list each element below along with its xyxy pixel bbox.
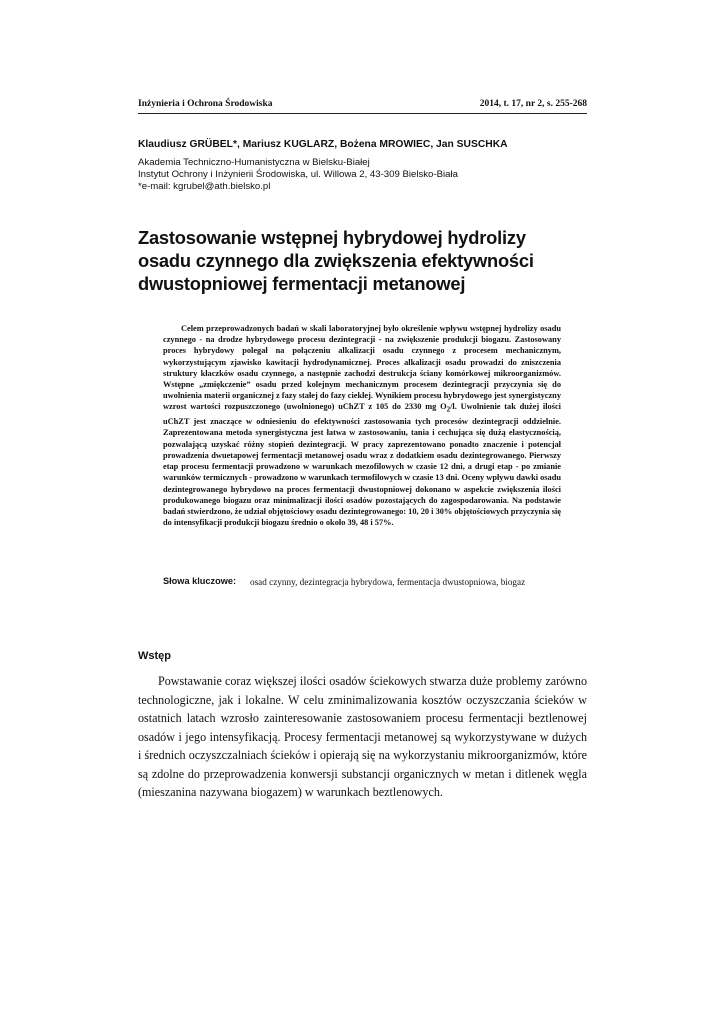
- contact-email: *e-mail: kgrubel@ath.bielsko.pl: [138, 181, 271, 192]
- abstract-text-2: /l. Uwolnienie tak dużej ilości uChZT jest znaczące w odniesieniu do efektywności zastosowania tych procesów dezintegracji oddzielnie. Zaprezentowana metoda synergistyczna jest łatwa w zastosowaniu, tania i cechująca się dużą elastycznością, pozwalającą uzyskać różny stopień dezintegracji. W pracy zaprezentowano ponadto znaczenie i potencjał prowadzenia dwuetapowej fermentacji metanowej osadu wraz z dodatkiem osadu dezintegrowanego. Pierwszy etap procesu fermentacji prowadzono w warunkach mezofilowych w czasie 12 dni, a drugi etap - po zmianie warunków termicznych - prowadzono w warunkach termofilowych w czasie 13 dni. Oceny wpływu dawki osadu dezintegrowanego hybrydowo na proces fermentacji dwustopniowej dokonano w aspekcie zwiększenia ilości produkowanego biogazu oraz minimalizacji ilości osadów pozostających do zagospodarowania. Na podstawie badań stwierdzono, że udział objętościowy osadu dezintegrowanego: 10, 20 i 30% objętościowych przyczynia się do intensyfikacji produkcji biogazu średnio o około 39, 48 i 57%.: [163, 402, 561, 528]
- header-rule: [138, 113, 587, 114]
- section-heading: Wstęp: [138, 650, 171, 662]
- title-line-3: dwustopniowej fermentacji metanowej: [138, 273, 466, 294]
- introduction-paragraph: Powstawanie coraz większej ilości osadów ściekowych stwarza duże problemy zarówno technologiczne, jak i lokalne. W celu zminimalizowania kosztów oczyszczania ścieków w ostatnich latach wzrosło zainteresowanie zastosowaniem procesu fermentacji beztlenowej osadów i jego intensyfikacją. Procesy fermentacji metanowej są wykorzystywane w dużych i średnich oczyszczalniach ścieków i opierają się na wykorzystaniu mikroorganizmów, które są zdolne do przeprowadzenia konwersji substancji organicznych w metan i ditlenek węgla (mieszanina nazywana biogazem) w warunkach beztlenowych.: [138, 674, 587, 799]
- affiliation-university: Akademia Techniczno-Humanistyczna w Bielsku-Białej: [138, 157, 370, 168]
- affiliation-institute: Instytut Ochrony i Inżynierii Środowiska, ul. Willowa 2, 43-309 Bielsko-Biała: [138, 169, 458, 180]
- paper-title: [138, 226, 587, 295]
- abstract-text-1: Celem przeprowadzonych badań w skali laboratoryjnej było określenie wpływu wstępnej hydrolizy osadu czynnego - na drodze hybrydowego procesu dezintegracji - na zwiększenie produkcji biogazu. Zastosowany proces hybrydowy polegał na połączeniu alkalizacji osadu czynnego z procesem mechanicznym, wykorzystującym zjawisko kawitacji hydrodynamicznej. Proces alkalizacji osadu prowadzi do zniszczenia struktury kłaczków osadu czynnego, a następnie zachodzi destrukcja ściany komórkowej mikroorganizmów. Wstępne „zmiękczenie” osadu przed kolejnym mechanicznym procesem dezintegracji przyczynia się do uwolnienia materii organicznej z fazy stałej do fazy ciekłej. Wynikiem procesu hybrydowego jest synergistyczny wzrost wartości rozpuszczonego (uwolnionego) uChZT z 105 do 2330 mg O: [163, 324, 561, 412]
- keywords-label: Słowa kluczowe:: [163, 576, 237, 586]
- keywords-text: osad czynny, dezintegracja hybrydowa, fermentacja dwustopniowa, biogaz: [250, 577, 526, 587]
- abstract: [163, 323, 561, 528]
- journal-name: Inżynieria i Ochrona Środowiska: [138, 99, 273, 109]
- running-head: [138, 99, 587, 113]
- title-line-2: osadu czynnego dla zwiększenia efektywności: [138, 250, 534, 271]
- author-list: Klaudiusz GRÜBEL*, Mariusz KUGLARZ, Bożena MROWIEC, Jan SUSCHKA: [138, 139, 508, 150]
- title-line-1: Zastosowanie wstępnej hybrydowej hydrolizy: [138, 227, 526, 248]
- journal-citation: 2014, t. 17, nr 2, s. 255-268: [479, 99, 587, 109]
- abstract-subscript: 2: [446, 406, 451, 415]
